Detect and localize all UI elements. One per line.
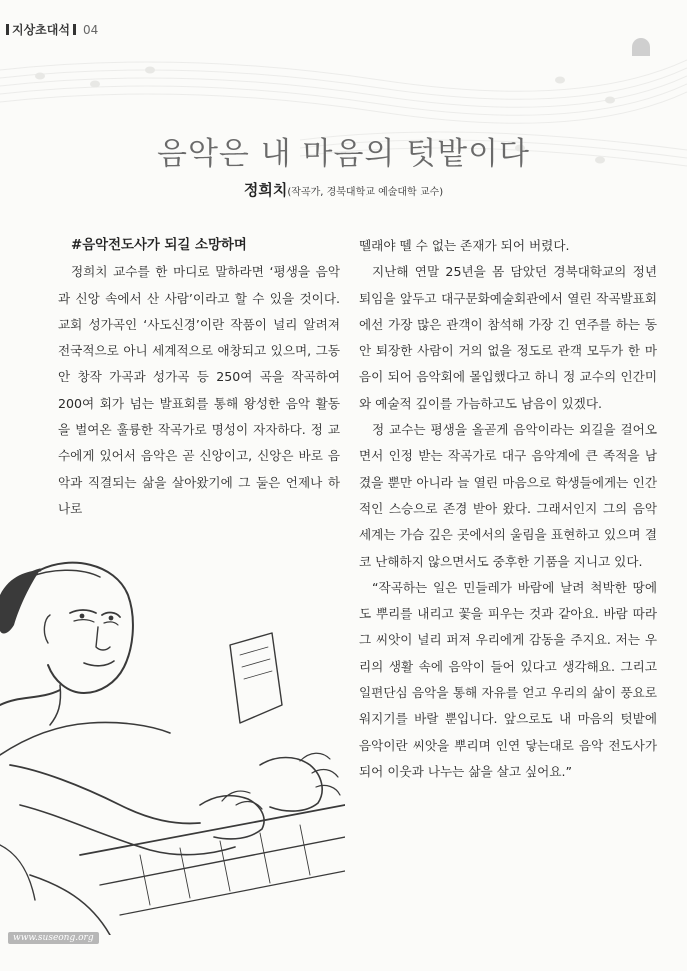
body-paragraph: 정희치 교수를 한 마디로 말하라면 ‘평생을 음악과 신앙 속에서 산 사람’이라고 할 수 있을 것이다. 교회 성가곡인 ‘사도신경’이란 작품이 널리 알려져 전국적으로 아니 세계적으로 애창되고 있으며, 그동안 창작 가곡과 성가곡 등 250여 곡을 작곡하여 200여 회가 넘는 발표회를 통해 왕성한 음악 활동을 벌여온 훌륭한 작곡가로 명성이 자자하다. 정 교수에게 있어서 음악은 곧 신앙이고, 신앙은 바로 음악과 직결되는 삶을 살아왔기에 그 둘은 언제나 하나로 (58, 264, 340, 516)
quote-paragraph: “작곡하는 일은 민들레가 바람에 날려 척박한 땅에도 뿌리를 내리고 꽃을 피우는 것과 같아요. 바람 따라 그 씨앗이 널리 퍼져 우리에게 감동을 주지요. 저는 우리의 생활 속에 음악이 들어 있다고 생각해요. 그리고 일편단심 음악을 통해 자유를 얻고 우리의 삶이 풍요로워지기를 바랄 뿐입니다. 앞으로도 내 마음의 텃밭에 음악이란 씨앗을 뿌리며 인연 닿는대로 음악 전도사가 되어 이웃과 나누는 삶을 살고 싶어요.” (359, 579, 657, 779)
section-header (6, 21, 98, 38)
header-bar (73, 24, 76, 35)
section-name: 지상초대석 (12, 23, 70, 37)
corner-tab-icon (632, 38, 650, 56)
byline (0, 179, 687, 200)
header-bar (6, 24, 9, 35)
footer-url: www.suseong.org (8, 932, 99, 944)
body-paragraph: 지난해 연말 25년을 몸 담았던 경북대학교의 정년 퇴임을 앞두고 대구문화예술회관에서 열린 작곡발표회에선 가장 많은 관객이 참석해 가장 긴 연주를 하는 동안 퇴장한 사람이 거의 없을 정도로 관객 모두가 한 마음이 되어 음악회에 몰입했다고 하니 정 교수의 인간미와 예술적 깊이를 가늠하고도 남음이 있겠다. (359, 264, 657, 411)
right-column (359, 233, 657, 785)
article-subheading: #음악전도사가 되길 소망하며 (71, 238, 247, 253)
article-title: 음악은 내 마음의 텃밭이다 (157, 136, 530, 172)
author-name: 정희치 (243, 181, 288, 199)
left-column (58, 233, 340, 522)
page-number: 04 (82, 22, 99, 37)
pianist-sketch-illustration (0, 555, 345, 935)
body-paragraph: 정 교수는 평생을 올곧게 음악이라는 외길을 걸어오면서 인정 받는 작곡가로 대구 음악계에 큰 족적을 남겼을 뿐만 아니라 늘 열린 마음으로 학생들에게는 인간적인 스승으로 존경 받아 왔다. 그래서인지 그의 음악 세계는 가슴 깊은 곳에서의 울림을 표현하고 있으며 결코 난해하지 않으면서도 중후한 기품을 지니고 있다. (359, 422, 657, 569)
body-paragraph-continuation: 뗄래야 뗄 수 없는 존재가 되어 버렸다. (359, 238, 570, 253)
author-affiliation: (작곡가, 경북대학교 예술대학 교수) (287, 187, 444, 198)
